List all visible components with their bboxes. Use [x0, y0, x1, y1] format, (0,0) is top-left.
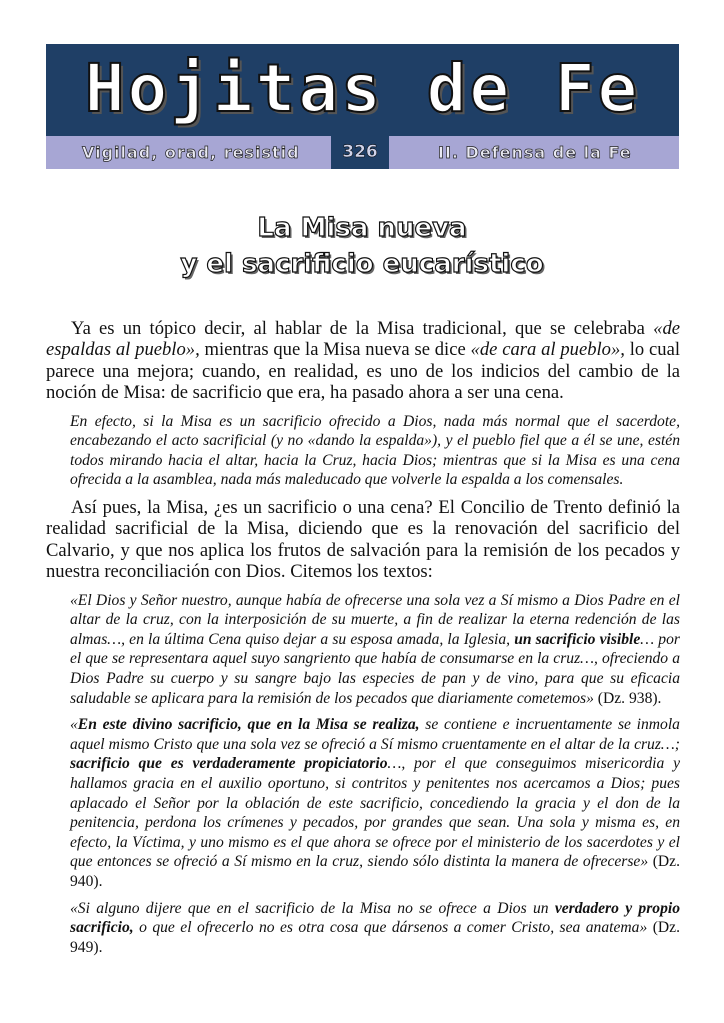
text-span: mientras que la Misa nueva se dice	[199, 339, 471, 361]
quote-span: se contiene e incruentamente se inmola aquel mismo Cristo que una sola vez se ofreció a Sí mismo cruentamente en el altar de la cruz…;	[70, 716, 680, 753]
quote-span: …, por el que conseguimos misericordia y hallamos gracia en el auxilio oportuno, si contritos y penitentes nos acercamos a Dios; pues aplacado el Señor por la oblación de este sacrificio, concediendo la gracia y el don de la penitencia, perdona los crímenes y pecados, por grandes que sean. Una sola y misma es, en efecto, la Víctima, y uno mismo es el que ahora se ofrece por el ministerio de los sacerdotes y el que entonces se ofreció a Sí mismo en la cruz, siendo sólo distinta la manera de ofrecerse»	[70, 755, 680, 871]
paragraph-question: Así pues, la Misa, ¿es un sacrificio o una cena? El Concilio de Trento definió la realidad sacrificial de la Misa, diciendo que es la renovación del sacrificio del Calvario, y que nos aplica los frutos de salvación para la remisión de los pecados y nuestra reconciliación con Dios. Citemos los textos:	[46, 497, 680, 583]
publication-title: Hojitas de Fe	[84, 50, 641, 127]
quote-dz-949	[70, 899, 680, 958]
masthead	[46, 44, 679, 169]
paragraph-intro	[46, 318, 680, 404]
quote-span: «El Dios y Señor nuestro, aunque había de ofrecerse una sola vez a Sí mismo a Dios Padre en el altar de la cruz, con la interposición de su muerte, a fin de realizar la eterna redención de las almas…, en la última Cena quiso dejar a su esposa amada, la Iglesia,	[70, 591, 680, 648]
quote-span: «de espaldas al pueblo»,	[46, 318, 680, 361]
section-label: II. Defensa de la Fe	[438, 143, 632, 162]
emphasis-span: sacrificio que es verdaderamente propiciatorio	[70, 755, 388, 773]
quote-span: «de cara al pueblo»,	[470, 339, 625, 361]
quote-span: o que el ofrecerlo no es otra cosa que dársenos a comer Cristo, sea anatema»	[133, 919, 648, 937]
article-body	[46, 318, 680, 964]
citation-ref: (Dz. 940).	[70, 853, 680, 890]
motto: Vigilad, orad, resistid	[82, 143, 300, 162]
quote-dz-938	[70, 591, 680, 709]
quote-span: «	[70, 716, 78, 734]
quote-span: … por el que se representara aquel suyo sangriento que había de consumarse en la cruz…, ofreciendo a Dios Padre su cuerpo y su sangre bajo las especies de pan y de vino, para que su eficacia saludable se aplicara para la remisión de los pecados que diariamente cometemos»	[70, 630, 680, 707]
masthead-title-bar	[46, 44, 679, 136]
emphasis-span: un sacrificio visible	[514, 630, 641, 648]
text-span: Ya es un tópico decir, al hablar de la Misa tradicional, que se celebraba	[71, 318, 654, 339]
quote-dz-940	[70, 715, 680, 891]
article-title	[0, 210, 724, 282]
issue-number: 326	[331, 136, 389, 169]
masthead-band	[46, 136, 679, 169]
text-span: lo cual parece una mejora; cuando, en realidad, es uno de los indicios del cambio de la noción de Misa: de sacrificio que era, ha pasado ahora a ser una cena.	[46, 339, 680, 404]
citation-ref: (Dz. 949).	[70, 919, 680, 956]
emphasis-span: verdadero y propio sacrificio,	[70, 899, 680, 937]
article-title-line-1: La Misa nueva	[257, 213, 467, 243]
citation-ref: (Dz. 938).	[593, 689, 662, 707]
commentary-paragraph: En efecto, si la Misa es un sacrificio ofrecido a Dios, nada más normal que el sacerdote, encabezando el acto sacrificial (y no «dando la espalda»), y el pueblo fiel que a él se une, estén todos mirando hacia el altar, hacia la Cruz, hacia Dios; mientras que si la Misa es una cena ofrecida a la asamblea, nada más maleducado que volverle la espalda a los comensales.	[70, 412, 680, 489]
quote-span: «Si alguno dijere que en el sacrificio de la Misa no se ofrece a Dios un	[70, 899, 555, 917]
emphasis-span: En este divino sacrificio, que en la Misa se realiza,	[77, 716, 420, 734]
article-title-line-2: y el sacrificio eucarístico	[180, 249, 544, 279]
